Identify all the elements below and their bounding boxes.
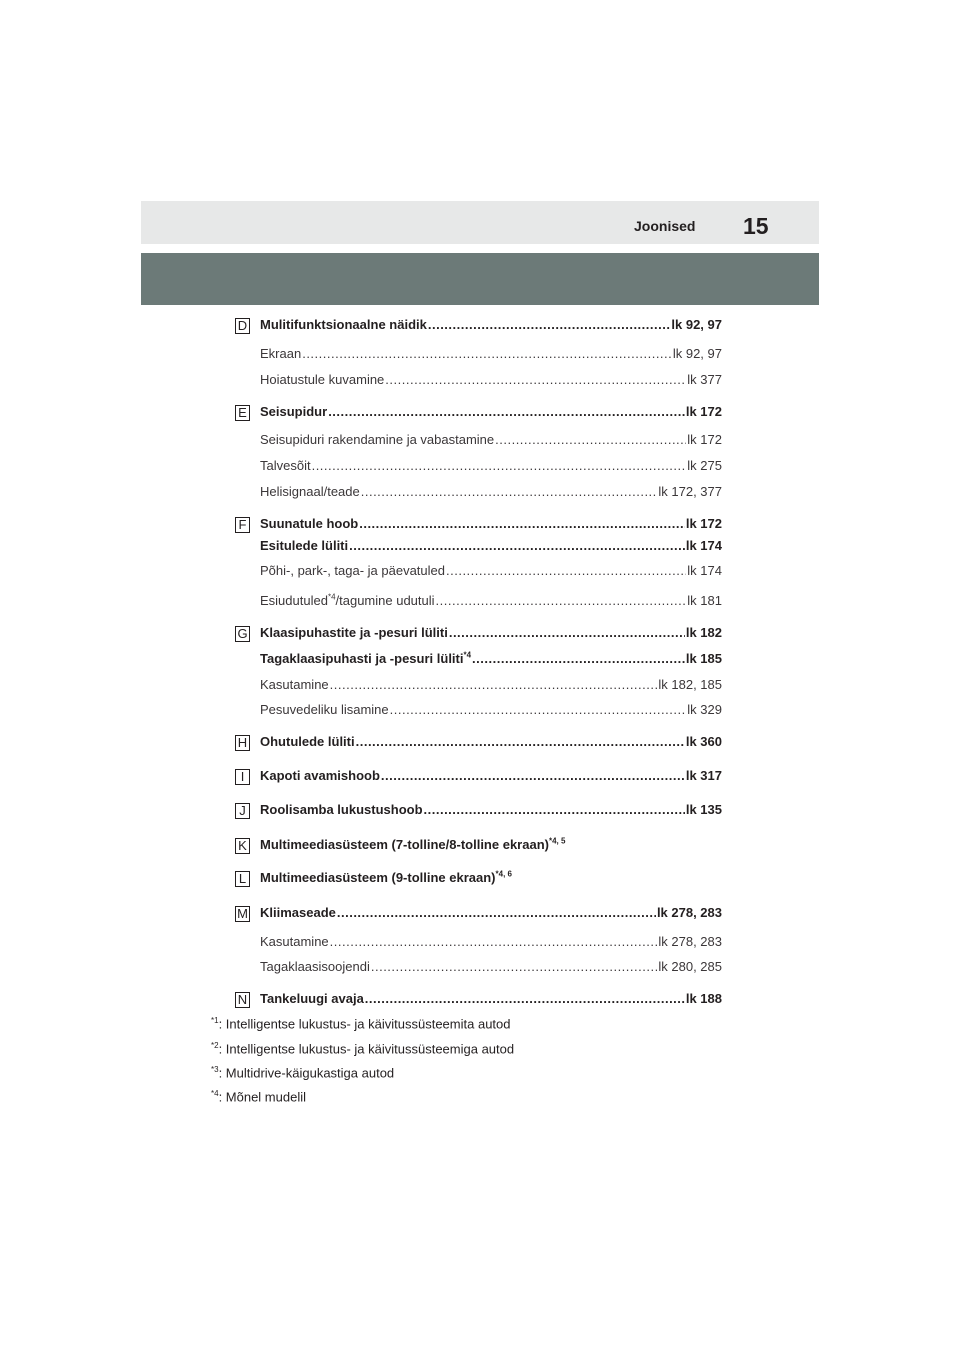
- toc-entry-label: Multimeediasüsteem (9-tolline ekraan)$^{*4, 6}$: [260, 870, 512, 885]
- dot-leader: [302, 346, 672, 361]
- toc-entry[interactable]: [260, 905, 722, 923]
- dot-leader: [424, 802, 685, 817]
- toc-entry[interactable]: [260, 991, 722, 1009]
- toc-entry[interactable]: [260, 538, 722, 556]
- toc-entry-label: Klaasipuhastite ja -pesuri lüliti: [260, 625, 448, 640]
- toc-entry-label: Kasutamine: [260, 677, 329, 692]
- footnote-mark: *3: [211, 1065, 219, 1074]
- toc-entry[interactable]: [260, 959, 722, 977]
- footnote-mark: *4: [211, 1089, 219, 1098]
- toc-entry-label: Multimeediasüsteem (7-tolline/8-tolline ekraan)$^{*4, 5}$: [260, 837, 566, 852]
- toc-entry-label: Pesuvedeliku lisamine: [260, 702, 389, 717]
- toc-entry-page: lk 278, 283: [658, 934, 722, 949]
- dot-leader: [361, 484, 658, 499]
- toc-entry-page: lk 174: [685, 538, 722, 553]
- toc-entry[interactable]: [260, 802, 722, 820]
- toc-entry-label: Seisupiduri rakendamine ja vabastamine: [260, 432, 495, 447]
- toc-entry-label: Esiudutuled$^{*4}$/tagumine udutuli: [260, 593, 435, 608]
- toc-entry-page: lk 280, 285: [658, 959, 722, 974]
- toc-entry[interactable]: [260, 458, 722, 476]
- section-marker-k: K: [235, 838, 250, 854]
- dot-leader: [365, 991, 685, 1006]
- toc-entry-label: Helisignaal/teade: [260, 484, 360, 499]
- toc-entry-label: Seisupidur: [260, 404, 328, 419]
- toc-entry-label: Tankeluugi avaja: [260, 991, 364, 1006]
- toc-entry[interactable]: [260, 432, 722, 450]
- toc-entry-page: lk 181: [687, 593, 722, 608]
- dot-leader: [495, 432, 686, 447]
- dot-leader: [337, 905, 656, 920]
- toc-entry-page: lk 135: [685, 802, 722, 817]
- footnote: $^{*2}$: Intelligentse lukustus- ja käivitussüsteemiga autod: [211, 1041, 515, 1057]
- footnote: $^{*1}$: Intelligentse lukustus- ja käivitussüsteemita autod: [211, 1016, 511, 1032]
- toc-entry-label: Suunatule hoob: [260, 516, 359, 531]
- toc-entry[interactable]: [260, 516, 722, 534]
- toc-entry-page: lk 185: [685, 651, 722, 666]
- footnote-mark: *2: [211, 1041, 219, 1050]
- toc-entry-page: lk 275: [687, 458, 722, 473]
- dot-leader: [371, 959, 658, 974]
- dot-leader: [390, 702, 687, 717]
- dot-leader: [312, 458, 687, 473]
- toc-entry-label: Kliimaseade: [260, 905, 336, 920]
- section-marker-n: N: [235, 992, 250, 1008]
- dot-leader: [330, 934, 658, 949]
- section-marker-m: M: [235, 906, 250, 922]
- footnote-reference: *4: [327, 593, 336, 602]
- footnote: $^{*4}$: Mõnel mudelil: [211, 1089, 306, 1105]
- toc-entry[interactable]: [260, 625, 722, 643]
- toc-entry-page: lk 172: [685, 516, 722, 531]
- toc-entry-page: lk 317: [685, 768, 722, 783]
- dot-leader: [356, 734, 685, 749]
- footnote-reference: *4, 5: [548, 837, 566, 846]
- footnote-mark: *1: [211, 1016, 219, 1025]
- toc-entry-page: lk 92, 97: [671, 317, 722, 332]
- toc-entry[interactable]: [260, 934, 722, 952]
- toc-entry-page: lk 92, 97: [672, 346, 722, 361]
- toc-entry[interactable]: [260, 484, 722, 502]
- dot-leader: [328, 404, 685, 419]
- toc-entry-label: Hoiatustule kuvamine: [260, 372, 385, 387]
- section-marker-d: D: [235, 318, 250, 334]
- toc-entry-page: lk 188: [685, 991, 722, 1006]
- toc-entry-page: lk 329: [687, 702, 722, 717]
- section-marker-j: J: [235, 803, 250, 819]
- toc-entry-page: lk 172: [687, 432, 722, 447]
- toc-entry[interactable]: [260, 677, 722, 695]
- toc-entry-label: Tagaklaasisoojendi: [260, 959, 370, 974]
- dot-leader: [359, 516, 685, 531]
- toc-entry-label: Roolisamba lukustushoob: [260, 802, 423, 817]
- section-title: Joonised: [634, 218, 696, 234]
- dot-leader: [446, 563, 686, 578]
- dot-leader: [449, 625, 685, 640]
- toc-entry[interactable]: [260, 404, 722, 422]
- dot-leader: [330, 677, 658, 692]
- toc-entry-page: lk 360: [685, 734, 722, 749]
- toc-entry-label: Tagaklaasipuhasti ja -pesuri lüliti$^{*4}$: [260, 651, 472, 666]
- toc-entry-page: lk 182, 185: [658, 677, 722, 692]
- toc-entry-page: lk 182: [685, 625, 722, 640]
- toc-entry[interactable]: [260, 372, 722, 390]
- section-marker-h: H: [235, 735, 250, 751]
- toc-entry[interactable]: [260, 870, 722, 888]
- section-marker-g: G: [235, 626, 250, 642]
- dot-leader: [385, 372, 686, 387]
- toc-entry[interactable]: [260, 563, 722, 581]
- dot-leader: [472, 651, 685, 666]
- toc-entry[interactable]: [260, 734, 722, 752]
- toc-entry-page: lk 278, 283: [656, 905, 722, 920]
- toc-entry[interactable]: [260, 702, 722, 720]
- toc-entry[interactable]: [260, 837, 722, 855]
- dot-leader: [349, 538, 685, 553]
- section-marker-i: I: [235, 769, 250, 785]
- section-marker-l: L: [235, 871, 250, 887]
- footnote-reference: *4: [463, 651, 472, 660]
- dot-leader: [381, 768, 685, 783]
- toc-entry[interactable]: [260, 346, 722, 364]
- toc-entry-label: Ohutulede lüliti: [260, 734, 355, 749]
- toc-entry-label: Esitulede lüliti: [260, 538, 349, 553]
- toc-entry-label: Kasutamine: [260, 934, 329, 949]
- page-number: 15: [743, 213, 769, 239]
- toc-entry-label: Kapoti avamishoob: [260, 768, 380, 783]
- toc-entry-label: Ekraan: [260, 346, 302, 361]
- section-marker-e: E: [235, 405, 250, 421]
- footnote-reference: *4, 6: [495, 870, 512, 879]
- toc-entry[interactable]: [260, 768, 722, 786]
- toc-entry-page: lk 174: [687, 563, 722, 578]
- toc-entry-page: lk 377: [687, 372, 722, 387]
- dot-leader: [436, 593, 687, 608]
- section-marker-f: F: [235, 517, 250, 533]
- dot-leader: [428, 317, 671, 332]
- toc-entry-label: Põhi-, park-, taga- ja päevatuled: [260, 563, 445, 578]
- toc-entry[interactable]: [260, 593, 722, 611]
- footnote: $^{*3}$: Multidrive-käigukastiga autod: [211, 1065, 395, 1081]
- toc-entry[interactable]: [260, 317, 722, 335]
- toc-entry-page: lk 172, 377: [658, 484, 722, 499]
- toc-entry[interactable]: [260, 651, 722, 669]
- toc-entry-label: Mulitifunktsionaalne näidik: [260, 317, 427, 332]
- toc-entry-label: Talvesõit: [260, 458, 311, 473]
- toc-entry-page: lk 172: [685, 404, 722, 419]
